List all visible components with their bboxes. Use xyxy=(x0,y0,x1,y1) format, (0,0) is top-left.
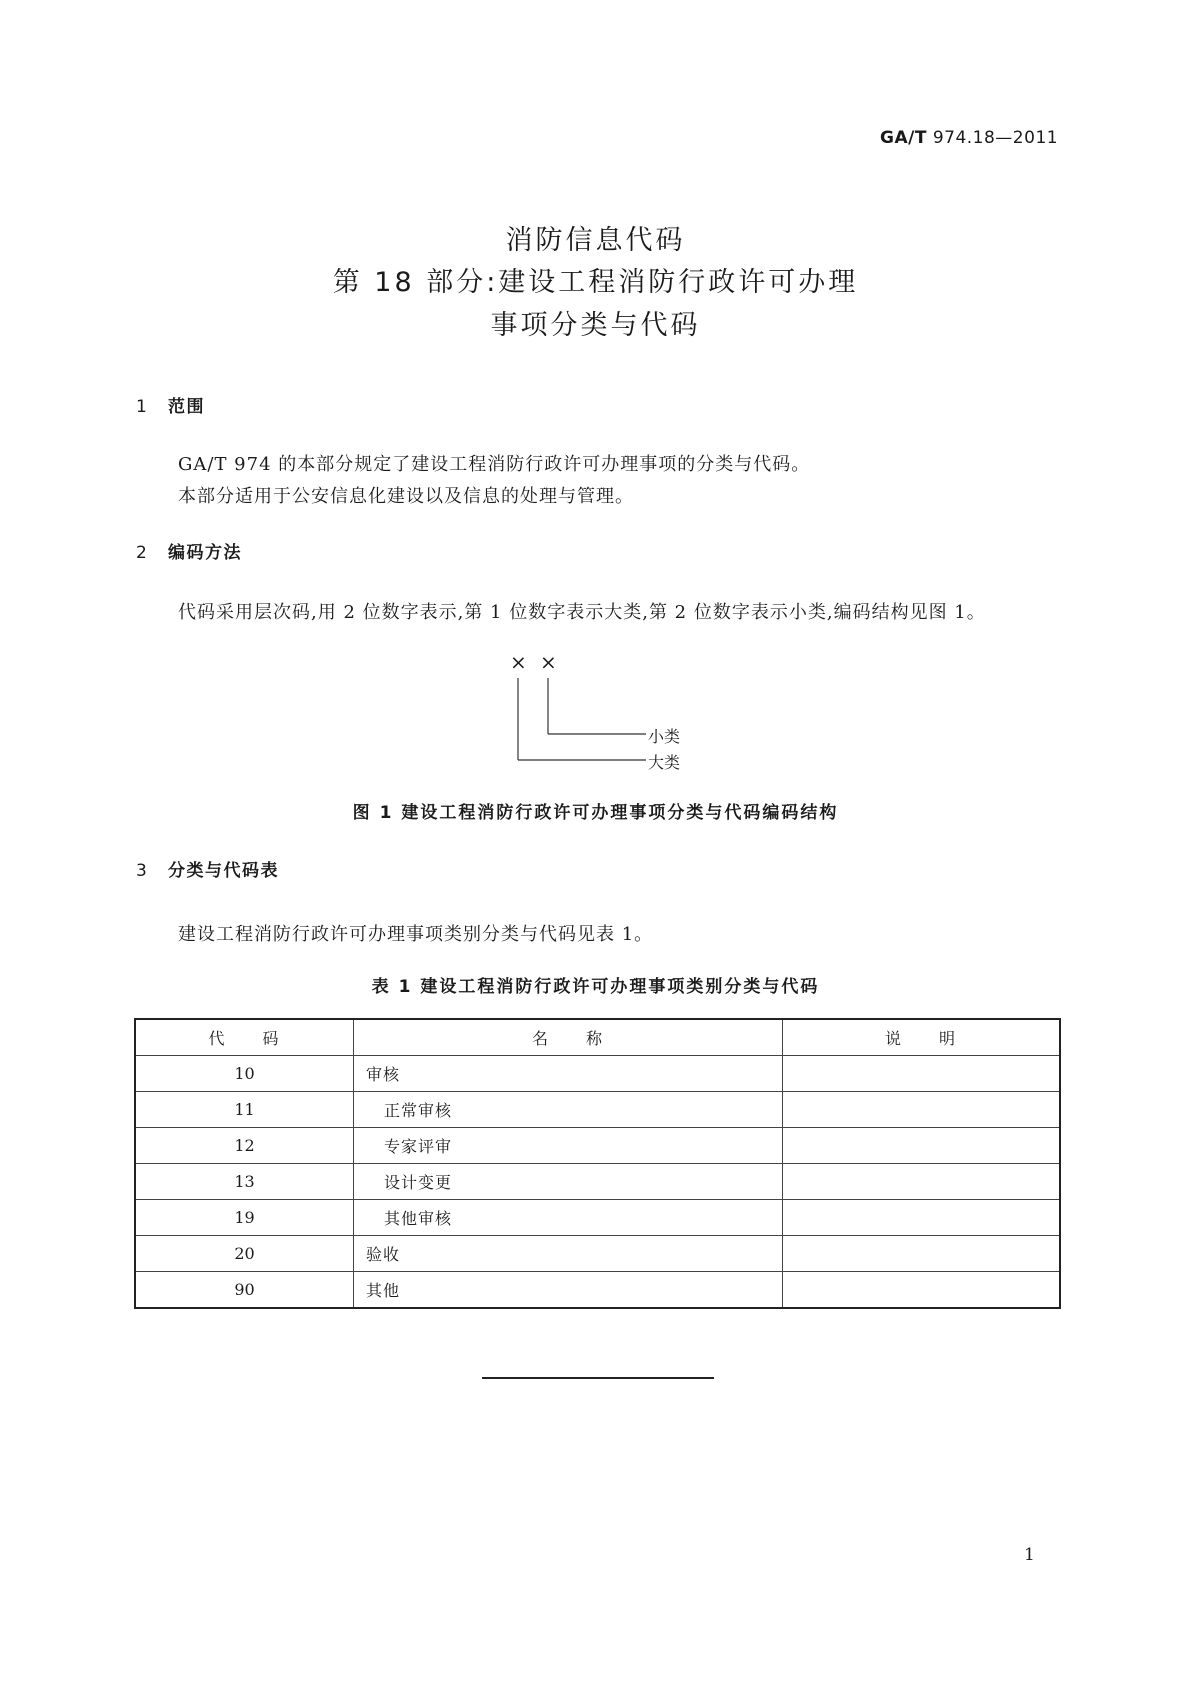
name-cell: 正常审核 xyxy=(354,1092,783,1128)
section-3-title: 分类与代码表 xyxy=(168,861,279,881)
table-row xyxy=(135,1236,1060,1272)
header-description: 说 明 xyxy=(783,1019,1061,1056)
description-cell xyxy=(783,1128,1061,1164)
code-cell: 11 xyxy=(135,1092,354,1128)
label-major-class: 大类 xyxy=(648,753,681,772)
name-cell: 审核 xyxy=(354,1056,783,1092)
section-2-title: 编码方法 xyxy=(168,543,242,563)
title-line-1: 消防信息代码 xyxy=(505,225,686,256)
code-cell: 19 xyxy=(135,1200,354,1236)
code-cell: 10 xyxy=(135,1056,354,1092)
end-of-document-rule xyxy=(482,1377,714,1379)
table-row xyxy=(135,1200,1060,1236)
minor-digit-mark: × xyxy=(540,650,557,674)
section-3-paragraph-1: 建设工程消防行政许可办理事项类别分类与代码见表 1。 xyxy=(178,924,654,945)
page-number: 1 xyxy=(1024,1545,1035,1565)
title-line-3: 事项分类与代码 xyxy=(490,310,701,341)
name-cell: 验收 xyxy=(354,1236,783,1272)
title-line-2: 第 18 部分:建设工程消防行政许可办理 xyxy=(332,267,859,298)
section-1-paragraph-2: 本部分适用于公安信息化建设以及信息的处理与管理。 xyxy=(178,486,634,507)
description-cell xyxy=(783,1236,1061,1272)
name-cell: 其他 xyxy=(354,1272,783,1309)
table-row xyxy=(135,1272,1060,1309)
coding-structure-diagram xyxy=(480,650,710,772)
table-row xyxy=(135,1056,1060,1092)
major-digit-mark: × xyxy=(510,650,527,674)
description-cell xyxy=(783,1200,1061,1236)
table-row xyxy=(135,1164,1060,1200)
label-minor-class: 小类 xyxy=(648,727,681,746)
section-1-heading xyxy=(136,392,205,417)
figure-1-caption: 图 1 建设工程消防行政许可办理事项分类与代码编码结构 xyxy=(352,803,839,823)
description-cell xyxy=(783,1272,1061,1309)
name-cell: 专家评审 xyxy=(354,1128,783,1164)
description-cell xyxy=(783,1092,1061,1128)
section-1-title: 范围 xyxy=(168,397,205,417)
name-cell: 设计变更 xyxy=(354,1164,783,1200)
standard-code: 974.18—2011 xyxy=(932,128,1059,148)
section-3-number: 3 xyxy=(136,861,149,881)
section-2-paragraph-1: 代码采用层次码,用 2 位数字表示,第 1 位数字表示大类,第 2 位数字表示小类,编码结构见图 1。 xyxy=(178,602,986,623)
description-cell xyxy=(783,1056,1061,1092)
section-3-heading xyxy=(136,856,279,881)
table-1-caption: 表 1 建设工程消防行政许可办理事项类别分类与代码 xyxy=(371,977,820,997)
header-code: 代 码 xyxy=(135,1019,354,1056)
name-cell: 其他审核 xyxy=(354,1200,783,1236)
table-row xyxy=(135,1092,1060,1128)
code-cell: 12 xyxy=(135,1128,354,1164)
standard-number xyxy=(880,128,1058,148)
description-cell xyxy=(783,1164,1061,1200)
table-header-row xyxy=(135,1019,1060,1056)
table-row xyxy=(135,1128,1060,1164)
code-cell: 90 xyxy=(135,1272,354,1309)
section-2-heading xyxy=(136,538,242,563)
standard-prefix: GA/T xyxy=(880,128,927,148)
section-2-number: 2 xyxy=(136,543,149,563)
header-name: 名 称 xyxy=(354,1019,783,1056)
code-cell: 13 xyxy=(135,1164,354,1200)
section-1-paragraph-1: GA/T 974 的本部分规定了建设工程消防行政许可办理事项的分类与代码。 xyxy=(178,454,811,475)
code-cell: 20 xyxy=(135,1236,354,1272)
section-1-number: 1 xyxy=(136,397,149,417)
code-table xyxy=(134,1018,1061,1309)
